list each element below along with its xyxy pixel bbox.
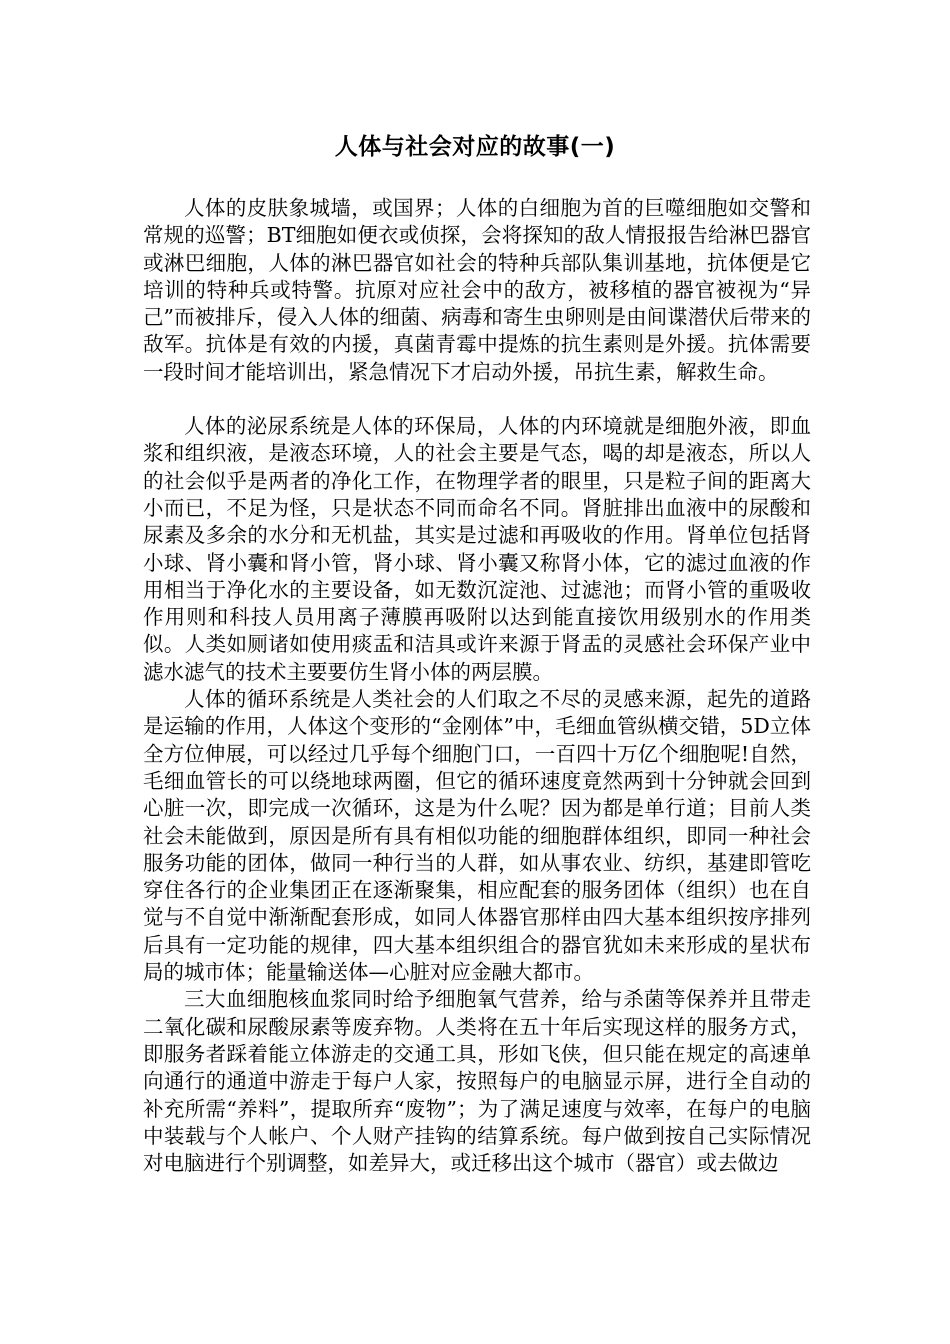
paragraph-immune-system: 人体的皮肤象城墙，或国界；人体的白细胞为首的巨噬细胞如交警和常规的巡警；BT细胞如便衣或侦探，会将探知的敌人情报报告给淋巴器官或淋巴细胞，人体的淋巴器官如社会的特种兵部队集训基地，抗体便是它培训的特种兵或特警。抗原对应社会中的敌方，被移植的器官被视为“异己”而被排斥，侵入人体的细菌、病毒和寄生虫卵则是由间谍潜伏后带来的敌军。抗体是有效的内援，真菌青霉中提炼的抗生素则是外援。抗体需要一段时间才能培训出，紧急情况下才启动外援，吊抗生素，解救生命。 [143, 196, 811, 384]
paragraph-urinary-system: 人体的泌尿系统是人体的环保局，人体的内环境就是细胞外液，即血浆和组织液，是液态环境，人的社会主要是气态，喝的却是液态，所以人的社会似乎是两者的净化工作，在物理学者的眼里，只是粒子间的距离大小而已，不足为怪，只是状态不同而命名不同。肾脏排出血液中的尿酸和尿素及多余的水分和无机盐，其实是过滤和再吸收的作用。肾单位包括肾小球、肾小囊和肾小管，肾小球、肾小囊又称肾小体，它的滤过血液的作用相当于净化水的主要设备，如无数沉淀池、过滤池；而肾小管的重吸收作用则和科技人员用离子薄膜再吸附以达到能直接饮用级别水的作用类似。人类如厕诸如使用痰盂和洁具或许来源于肾盂的灵感社会环保产业中滤水滤气的技术主要要仿生肾小体的两层膜。 [143, 414, 811, 684]
paragraph-blood-cells: 三大血细胞核血浆同时给予细胞氧气营养，给与杀菌等保养并且带走二氧化碳和尿酸尿素等废弃物。人类将在五十年后实现这样的服务方式，即服务者踩着能立体游走的交通工具，形如飞侠，但只能在规定的高速单向通行的通道中游走于每户人家，按照每户的电脑显示屏，进行全自动的补充所需“养料”，提取所弃“废物”；为了满足速度与效率，在每户的电脑中装载与个人帐户、个人财产挂钩的结算系统。每户做到按自己实际情况对电脑进行个别调整，如差异大，或迁移出这个城市（器官）或去做边 [143, 987, 811, 1176]
paragraph-circulatory-system: 人体的循环系统是人类社会的人们取之不尽的灵感来源，起先的道路是运输的作用，人体这个变形的“金刚体”中，毛细血管纵横交错，5D立体全方位伸展，可以经过几乎每个细胞门口，一百四十万亿个细胞呢!自然，毛细血管长的可以绕地球两圈，但它的循环速度竟然两到十分钟就会回到心脏一次，即完成一次循环，这是为什么呢？因为都是单行道；目前人类社会未能做到，原因是所有具有相似功能的细胞群体组织，即同一种社会服务功能的团体，做同一种行当的人群，如从事农业、纺织，基建即管吃穿住各行的企业集团正在逐渐聚集，相应配套的服务团体（组织）也在自觉与不自觉中渐渐配套形成，如同人体器官那样由四大基本组织按序排列后具有一定功能的规律，四大基本组织组合的器官犹如未来形成的星状布局的城市体；能量输送体—心脏对应金融大都市。 [143, 687, 811, 985]
document-title: 人体与社会对应的故事(一) [334, 134, 616, 160]
document-body [143, 195, 811, 1177]
